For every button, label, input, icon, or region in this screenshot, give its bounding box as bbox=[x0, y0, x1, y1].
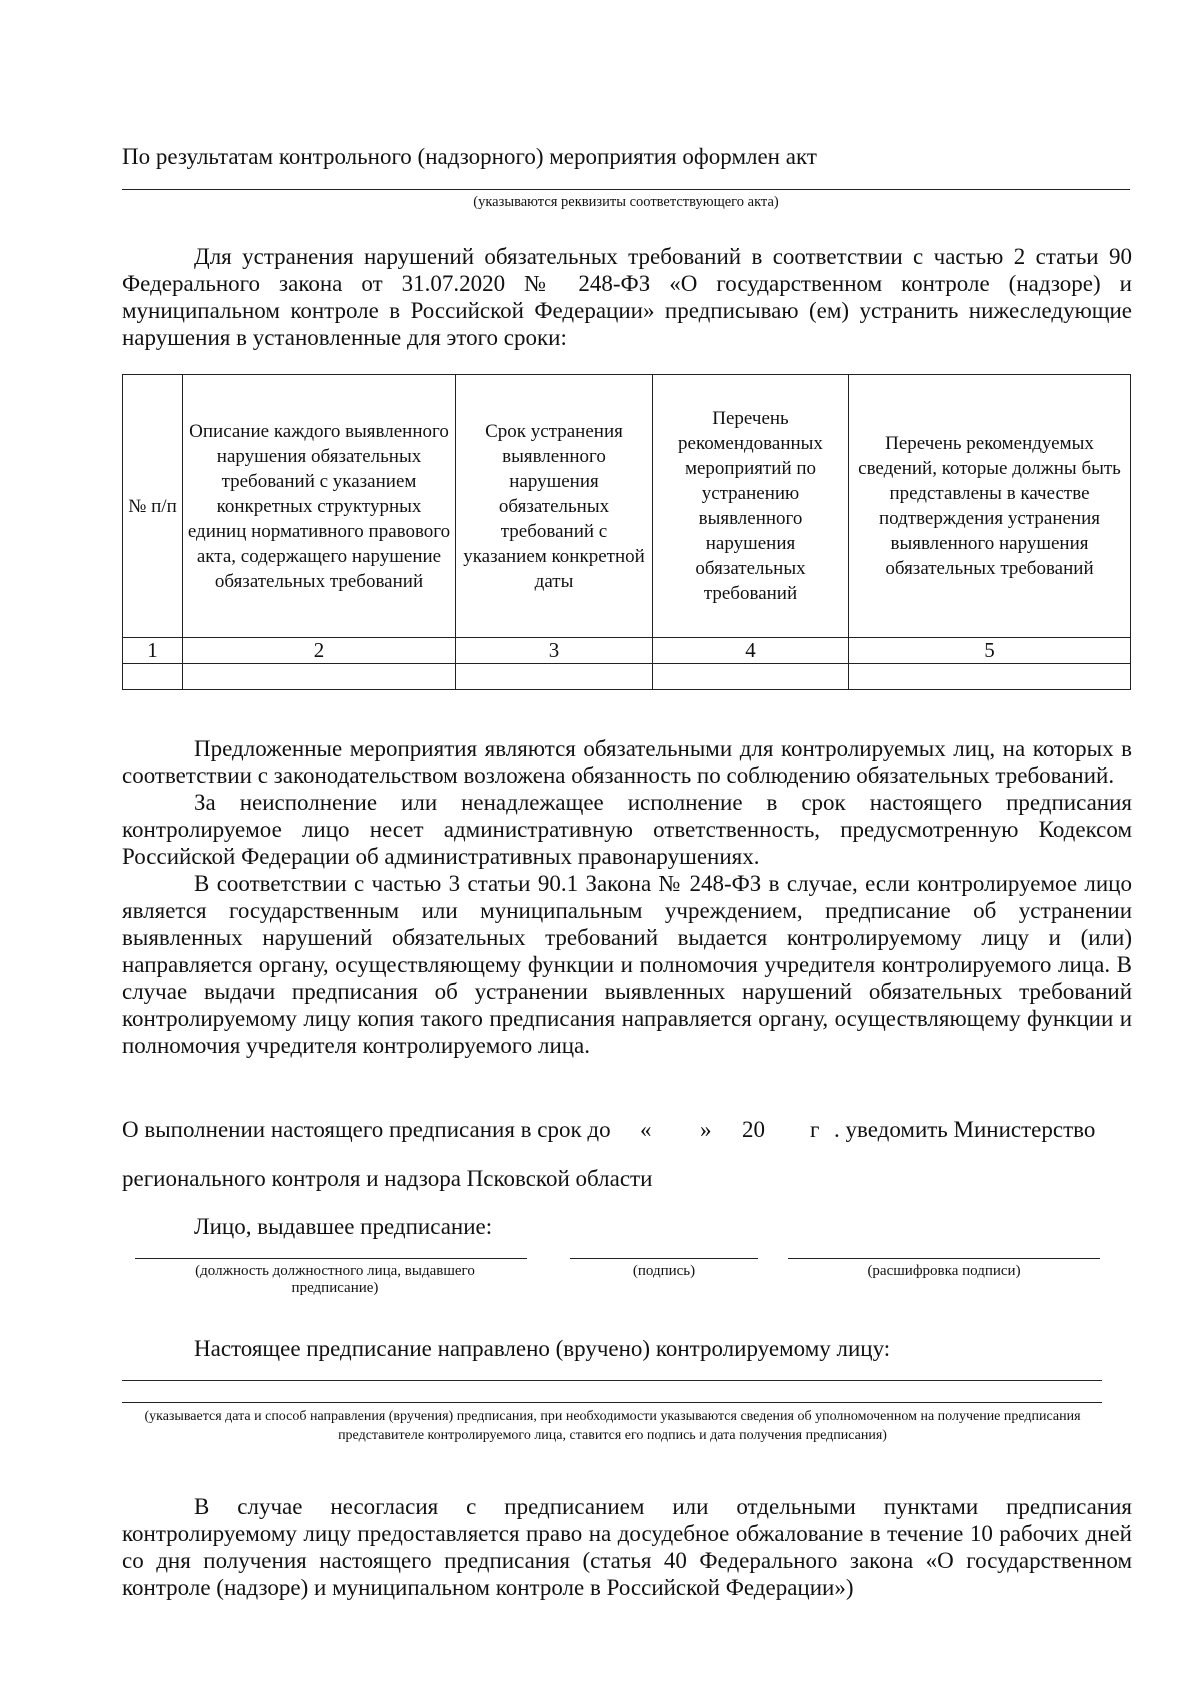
delivery-label: Настоящее предписание направлено (вручено) контролируемому лицу: bbox=[194, 1336, 891, 1361]
delivery-line-2[interactable] bbox=[122, 1402, 1102, 1403]
deadline-year-suffix: г bbox=[810, 1117, 820, 1142]
deadline-year-prefix: 20 bbox=[742, 1117, 765, 1142]
deadline-open-quote: « bbox=[640, 1117, 652, 1142]
issuer-signature-caption: (подпись) bbox=[632, 1263, 696, 1279]
table-cell: 4 bbox=[653, 638, 849, 664]
deadline-day-field[interactable] bbox=[654, 1116, 688, 1140]
issuer-decoding-line[interactable] bbox=[788, 1258, 1100, 1259]
header-deadline: Срок устранения выявленного нарушения обязательных требований с указанием конкретной даты bbox=[456, 375, 653, 638]
deadline-suffix: . уведомить Министерство bbox=[834, 1117, 1096, 1142]
state-institution-paragraph: В соответствии с частью 3 статьи 90.1 Закона № 248-ФЗ в случае, если контролируемое лицо является государственным или муниципальным учреждением, предписание об устранении выявленных нарушений обязательных требований выдается контролируемому лицу и (или) направляется органу, осуществляющему функции и полномочия учредителя контролируемого лица. В случае выдачи предписания об устранении выявленных нарушений обязательных требований контролируемому лицу копия такого предписания направляется органу, осуществляющему функции и полномочия учредителя контролируемого лица. bbox=[122, 871, 1132, 1058]
delivery-caption: (указывается дата и способ направления (вручения) предписания, при необходимости указываются сведения об уполномоченном на получение предписания представителе контролируемого лица, ставится его подпись и дата получения предписания) bbox=[144, 1409, 1081, 1443]
act-details-line[interactable] bbox=[122, 189, 1130, 190]
table-row bbox=[123, 664, 1131, 690]
table-cell: 2 bbox=[183, 638, 456, 664]
header-confirmation: Перечень рекомендуемых сведений, которые должны быть представлены в качестве подтверждения устранения выявленного нарушения обязательных требований bbox=[849, 375, 1131, 638]
header-number: № п/п bbox=[123, 375, 183, 638]
issuer-signature-line[interactable] bbox=[570, 1258, 758, 1259]
issuer-label: Лицо, выдавшее предписание: bbox=[194, 1214, 493, 1239]
deadline-close-quote: » bbox=[700, 1117, 712, 1142]
table-cell[interactable] bbox=[456, 664, 653, 690]
act-intro-line: По результатам контрольного (надзорного) мероприятия оформлен акт bbox=[122, 144, 817, 169]
delivery-line-1[interactable] bbox=[122, 1380, 1102, 1381]
table-header-row bbox=[123, 375, 1131, 638]
body-paragraphs bbox=[122, 735, 1132, 1059]
act-details-caption: (указываются реквизиты соответствующего акта) bbox=[473, 194, 779, 210]
deadline-ministry-line: регионального контроля и надзора Псковской области bbox=[122, 1166, 653, 1191]
header-measures: Перечень рекомендованных мероприятий по устранению выявленного нарушения обязательных требований bbox=[653, 375, 849, 638]
issuer-position-line[interactable] bbox=[135, 1258, 527, 1259]
table-cell[interactable] bbox=[183, 664, 456, 690]
table-cell: 5 bbox=[849, 638, 1131, 664]
preamble-text: Для устранения нарушений обязательных требований в соответствии с частью 2 статьи 90 Федерального закона от 31.07.2020 № 248-ФЗ «О государственном контроле (надзоре) и муниципальном контроле в Российской Федерации» предписываю (ем) устранить нижеследующие нарушения в установленные для этого сроки: bbox=[122, 244, 1132, 350]
table-cell[interactable] bbox=[653, 664, 849, 690]
issuer-position-caption: (должность должностного лица, выдавшего предписание) bbox=[195, 1263, 475, 1296]
table-cell[interactable] bbox=[849, 664, 1131, 690]
deadline-notice bbox=[122, 1116, 1132, 1146]
table-number-row bbox=[123, 638, 1131, 664]
deadline-prefix: О выполнении настоящего предписания в срок до bbox=[122, 1117, 611, 1142]
liability-paragraph: За неисполнение или ненадлежащее исполнение в срок настоящего предписания контролируемое лицо несет административную ответственность, предусмотренную Кодексом Российской Федерации об административных правонарушениях. bbox=[122, 790, 1132, 869]
violations-table bbox=[122, 374, 1131, 690]
table-cell: 1 bbox=[123, 638, 183, 664]
issuer-decoding-caption: (расшифровка подписи) bbox=[867, 1263, 1021, 1279]
header-description: Описание каждого выявленного нарушения обязательных требований с указанием конкретных структурных единиц нормативного правового акта, содержащего нарушение обязательных требований bbox=[183, 375, 456, 638]
appeal-paragraph bbox=[122, 1493, 1132, 1601]
appeal-text: В случае несогласия с предписанием или отдельными пунктами предписания контролируемому лицу предоставляется право на досудебное обжалование в течение 10 рабочих дней со дня получения настоящего предписания (статья 40 Федерального закона «О государственном контроле (надзоре) и муниципальном контроле в Российской Федерации») bbox=[122, 1494, 1132, 1600]
mandatory-paragraph: Предложенные мероприятия являются обязательными для контролируемых лиц, на которых в соответствии с законодательством возложена обязанность по соблюдению обязательных требований. bbox=[122, 736, 1132, 788]
table-cell[interactable] bbox=[123, 664, 183, 690]
table-cell: 3 bbox=[456, 638, 653, 664]
preamble-paragraph bbox=[122, 243, 1132, 351]
